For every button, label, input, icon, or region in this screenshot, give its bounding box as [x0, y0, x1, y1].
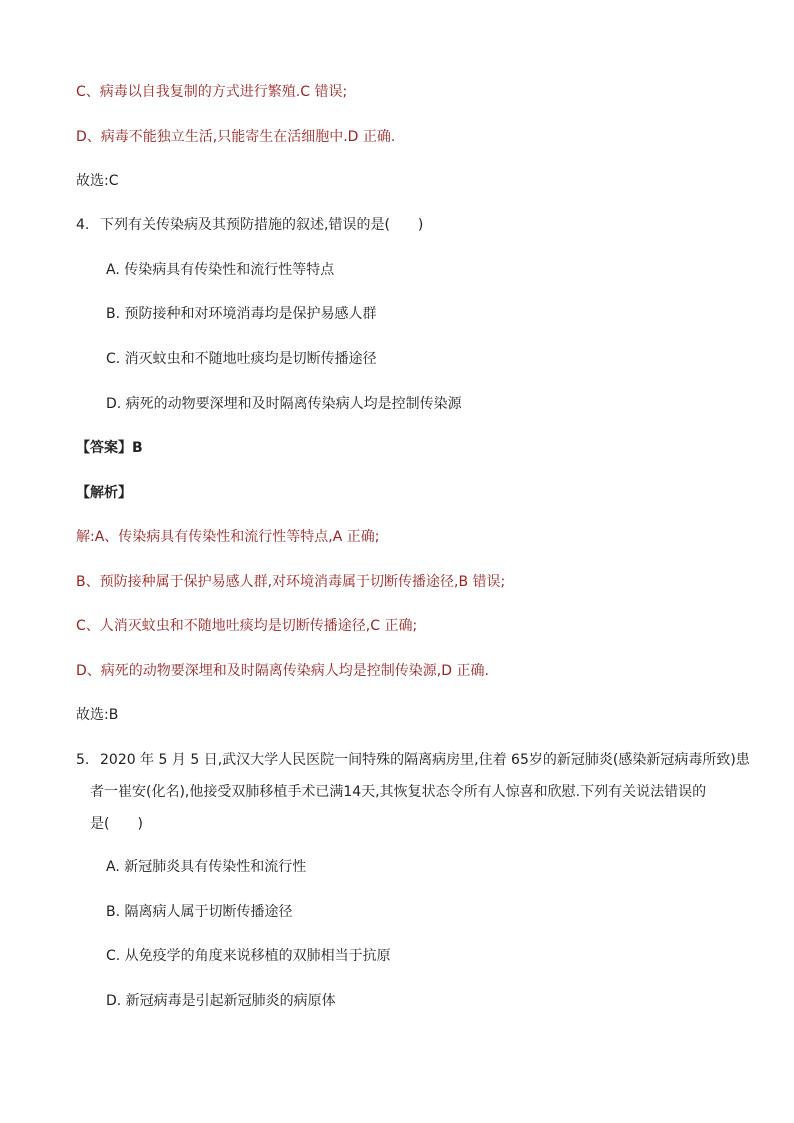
- option-c: C. 消灭蚊虫和不随地吐痰均是切断传播途径: [106, 351, 377, 367]
- analysis-line: C、人消灭蚊虫和不随地吐痰均是切断传播途径,C 正确;: [76, 618, 418, 634]
- question-number: 5.: [76, 752, 90, 768]
- analysis-line: D、病死的动物要深埋和及时隔离传染病人均是控制传染源,D 正确.: [76, 663, 489, 679]
- option-c: C. 从免疫学的角度来说移植的双肺相当于抗原: [106, 948, 391, 964]
- option-a: A. 新冠肺炎具有传染性和流行性: [106, 859, 307, 875]
- analysis-line: B、预防接种属于保护易感人群,对环境消毒属于切断传播途径,B 错误;: [76, 574, 506, 590]
- question-stem: 下列有关传染病及其预防措施的叙述,错误的是( ): [100, 217, 424, 233]
- conclusion: 故选:B: [76, 707, 119, 723]
- question-stem-line: 者一崔安(化名),他接受双肺移植手术已满14天,其恢复状态令所有人惊喜和欣慰.下列有关说法错误的: [90, 784, 707, 800]
- question-stem-line: 2020 年 5 月 5 日,武汉大学人民医院一间特殊的隔离病房里,住着 65岁的新冠肺炎(感染新冠病毒所致)患: [100, 752, 750, 768]
- question-number: 4.: [76, 217, 90, 233]
- option-b: B. 预防接种和对环境消毒均是保护易感人群: [106, 306, 377, 322]
- option-d: D. 病死的动物要深埋和及时隔离传染病人均是控制传染源: [106, 396, 462, 412]
- option-b: B. 隔离病人属于切断传播途径: [106, 904, 293, 920]
- option-a: A. 传染病具有传染性和流行性等特点: [106, 262, 335, 278]
- analysis-heading: 【解析】: [76, 485, 132, 501]
- answer-line: 【答案】B: [76, 440, 143, 456]
- conclusion: 故选:C: [76, 173, 119, 189]
- question-stem-line: 是( ): [90, 816, 143, 832]
- option-d: D. 新冠病毒是引起新冠肺炎的病原体: [106, 993, 336, 1009]
- analysis-line: 解:A、传染病具有传染性和流行性等特点,A 正确;: [76, 529, 380, 545]
- analysis-line-c: C、病毒以自我复制的方式进行繁殖.C 错误;: [76, 84, 348, 100]
- analysis-line-d: D、病毒不能独立生活,只能寄生在活细胞中.D 正确.: [76, 129, 396, 145]
